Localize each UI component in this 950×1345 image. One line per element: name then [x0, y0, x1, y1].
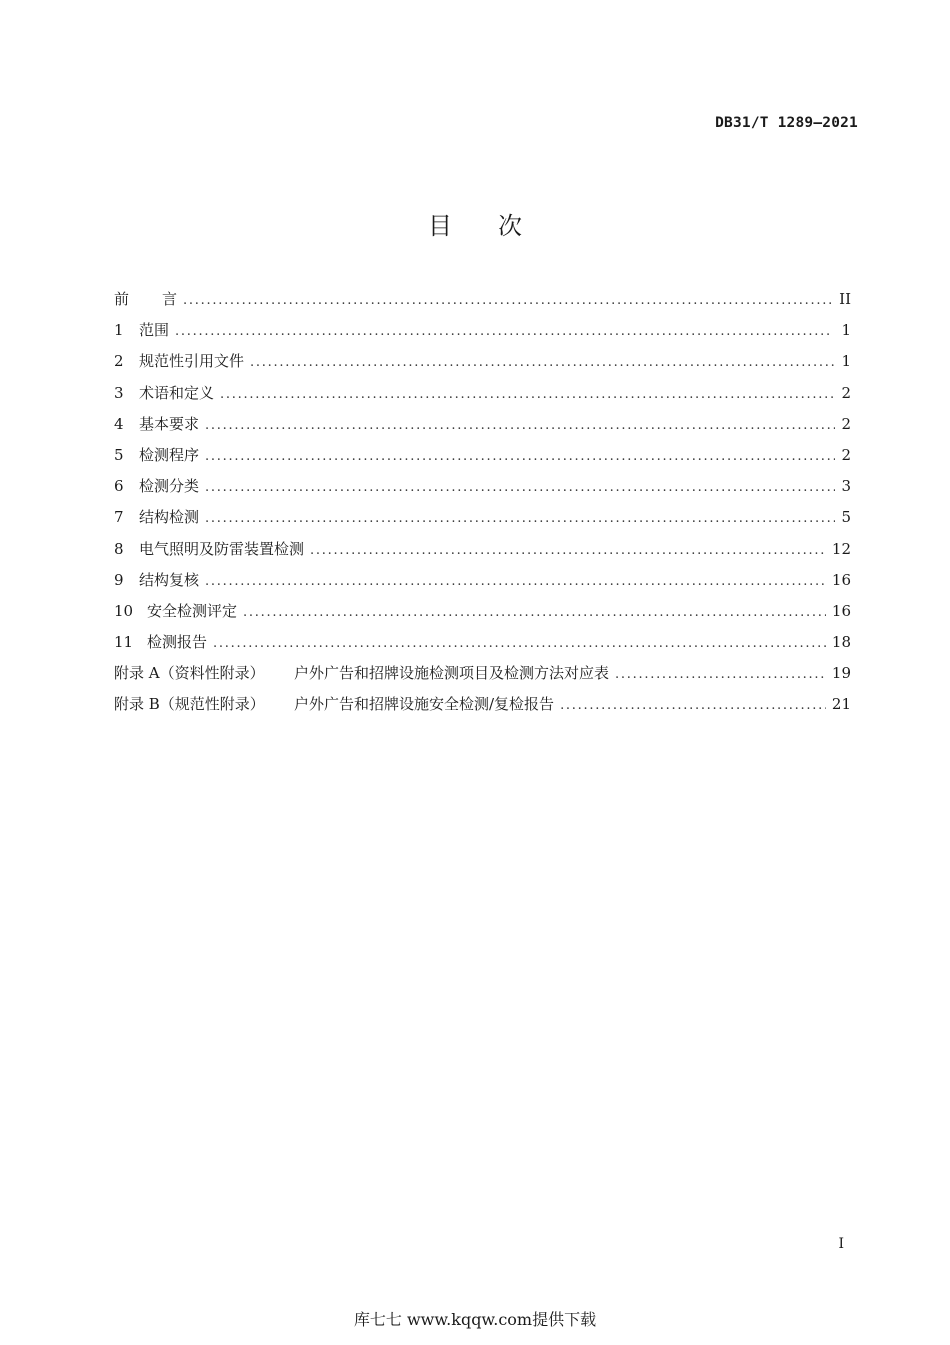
toc-entry[interactable] [114, 689, 851, 720]
toc-entry-label: 电气照明及防雷装置检测 [139, 539, 305, 558]
toc-entry[interactable] [114, 409, 851, 440]
toc-entry-page: 21 [831, 695, 851, 714]
toc-leader-dots [205, 441, 835, 472]
toc-entry[interactable] [114, 596, 851, 627]
toc-entry-page: 2 [841, 445, 851, 464]
toc-entry-page: 1 [841, 321, 851, 340]
toc-leader-dots [243, 597, 826, 628]
toc-entry-label: 言 [162, 290, 178, 308]
toc-entry-page: 19 [831, 664, 851, 683]
title-char-2: 次 [498, 212, 522, 240]
toc-entry-label: 户外广告和招牌设施安全检测/复检报告 [294, 695, 555, 714]
toc-entry[interactable] [114, 471, 851, 502]
toc-leader-dots [205, 410, 835, 441]
toc-entry-number: 11 [114, 633, 134, 652]
toc-entry[interactable] [114, 627, 851, 658]
toc-entry-page: 18 [831, 633, 851, 652]
page-number: I [838, 1236, 844, 1252]
toc-entry-number: 9 [114, 570, 124, 589]
table-of-contents [114, 284, 851, 721]
toc-leader-dots [183, 285, 833, 316]
toc-entry-label: 检测分类 [139, 477, 200, 496]
toc-leader-dots [250, 347, 835, 378]
toc-entry-page: 2 [841, 383, 851, 402]
toc-entry[interactable] [114, 284, 851, 315]
download-note: 库七七 www.kqqw.com提供下载 [353, 1310, 597, 1329]
toc-entry-label: 户外广告和招牌设施检测项目及检测方法对应表 [294, 664, 610, 683]
toc-leader-dots [220, 379, 835, 410]
toc-entry[interactable] [114, 534, 851, 565]
toc-entry-number: 3 [114, 383, 124, 402]
document-code: DB31/T 1289—2021 [715, 115, 858, 131]
toc-entry-label: 安全检测评定 [147, 601, 238, 620]
toc-entry[interactable] [114, 315, 851, 346]
toc-entry[interactable] [114, 346, 851, 377]
toc-entry-number: 前 [114, 290, 130, 308]
toc-entry-number: 6 [114, 477, 124, 496]
page-title [0, 206, 950, 241]
toc-entry[interactable] [114, 658, 851, 689]
toc-entry-number: 10 [114, 601, 134, 620]
toc-entry-number: 附录 A（资料性附录） [114, 664, 265, 683]
toc-entry-label: 结构复核 [139, 570, 200, 589]
toc-entry-number: 1 [114, 321, 124, 340]
toc-entry-number: 5 [114, 445, 124, 464]
toc-entry-number: 2 [114, 352, 124, 371]
toc-entry-page: 16 [831, 601, 851, 620]
toc-leader-dots [205, 566, 826, 597]
toc-entry-label: 结构检测 [139, 508, 200, 527]
toc-leader-dots [205, 472, 835, 503]
toc-leader-dots [560, 690, 826, 721]
toc-entry-page: 12 [831, 539, 851, 558]
toc-entry-label: 检测报告 [147, 633, 208, 652]
toc-leader-dots [205, 503, 835, 534]
toc-entry[interactable] [114, 378, 851, 409]
toc-leader-dots [615, 659, 826, 690]
toc-entry-page: 2 [841, 414, 851, 433]
toc-entry-label: 检测程序 [139, 445, 200, 464]
toc-entry-number: 4 [114, 414, 124, 433]
toc-leader-dots [213, 628, 826, 659]
toc-entry-label: 规范性引用文件 [139, 352, 245, 371]
toc-entry-page: 3 [841, 477, 851, 496]
toc-entry-number: 附录 B（规范性附录） [114, 695, 265, 714]
toc-entry-page: 1 [841, 352, 851, 371]
toc-entry-label: 范围 [139, 321, 170, 340]
toc-entry-page: 16 [831, 570, 851, 589]
toc-entry[interactable] [114, 565, 851, 596]
toc-entry-label: 术语和定义 [139, 383, 215, 402]
toc-entry-number: 7 [114, 508, 124, 527]
toc-entry-number: 8 [114, 539, 124, 558]
toc-entry-page: 5 [841, 508, 851, 527]
toc-entry[interactable] [114, 502, 851, 533]
toc-leader-dots [310, 535, 826, 566]
toc-entry[interactable] [114, 440, 851, 471]
toc-entry-page: II [839, 290, 851, 308]
title-char-1: 目 [428, 212, 452, 240]
toc-entry-label: 基本要求 [139, 414, 200, 433]
toc-leader-dots [175, 316, 835, 347]
